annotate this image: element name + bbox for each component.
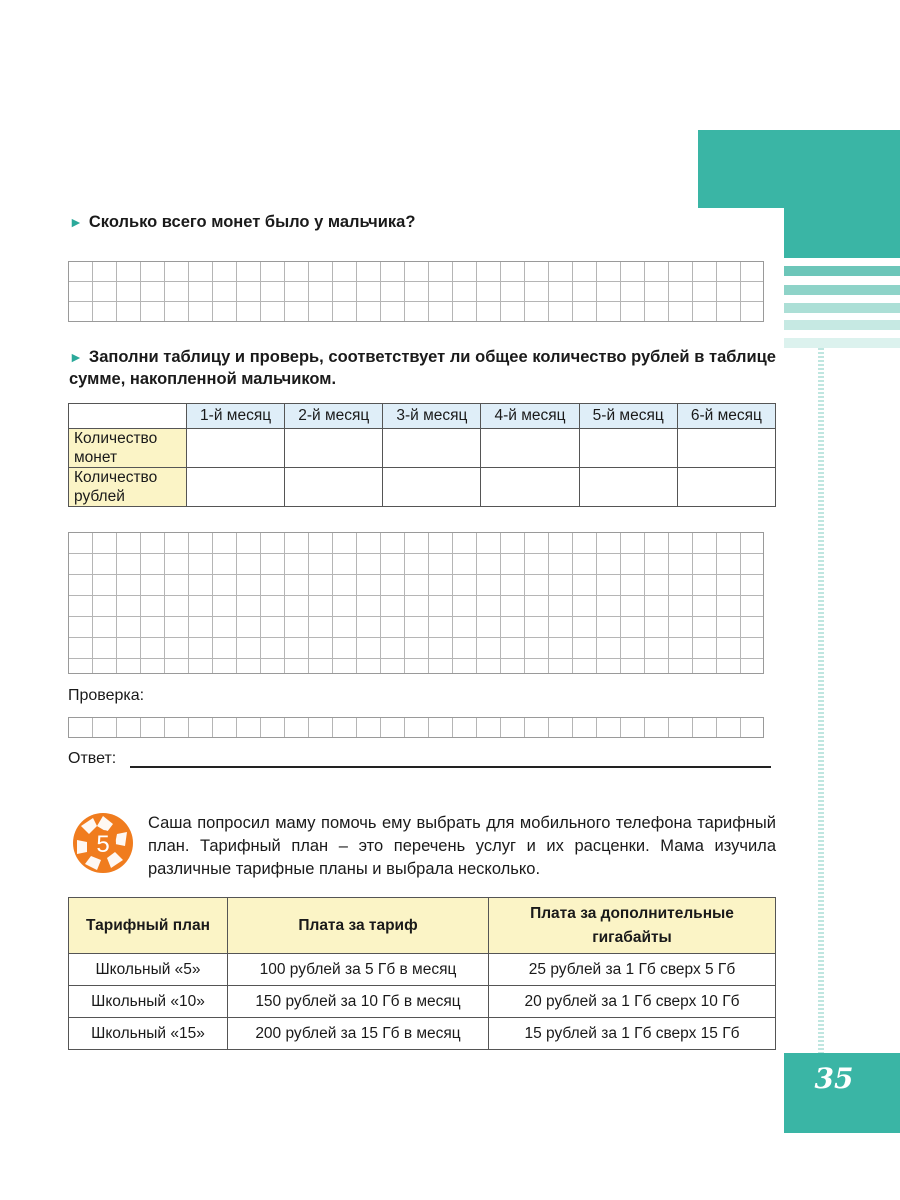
- tariff-extra: 20 рублей за 1 Гб сверх 10 Гб: [489, 986, 776, 1018]
- task2-instruction: ► Заполни таблицу и проверь, соответствует ли общее количество рублей в таблице сумме, накопленной мальчиком.: [69, 348, 776, 388]
- coins-row: [69, 429, 776, 468]
- rubles-row: [69, 468, 776, 507]
- table-corner-cell: [69, 404, 187, 429]
- month-header: 3-й месяц: [383, 404, 481, 429]
- page-number: 35: [814, 1062, 854, 1095]
- answer-grid-2[interactable]: [68, 532, 764, 674]
- bullet-arrow-icon: ►: [69, 349, 83, 365]
- tariff-plan-name: Школьный «15»: [69, 1018, 228, 1050]
- tariff-table: [68, 897, 776, 1050]
- check-grid[interactable]: [68, 717, 764, 738]
- margin-dotted-line: [818, 348, 824, 1053]
- table-cell[interactable]: [677, 429, 775, 468]
- tariff-header-extra: Плата за дополнительные гигабайты: [489, 898, 776, 954]
- table-cell[interactable]: [187, 468, 285, 507]
- margin-stripe: [784, 266, 900, 276]
- tariff-header-price: Плата за тариф: [228, 898, 489, 954]
- table-row: [69, 986, 776, 1018]
- bullet-arrow-icon: ►: [69, 214, 83, 230]
- corner-decoration-strip: [784, 208, 900, 258]
- month-header: 2-й месяц: [285, 404, 383, 429]
- margin-stripe: [784, 285, 900, 295]
- tariff-header-plan: Тарифный план: [69, 898, 228, 954]
- table-cell[interactable]: [677, 468, 775, 507]
- table-cell[interactable]: [481, 468, 579, 507]
- row-label-rubles: Количество рублей: [69, 468, 187, 507]
- month-header: 1-й месяц: [187, 404, 285, 429]
- task-number: 5: [96, 831, 110, 858]
- table-cell[interactable]: [383, 429, 481, 468]
- month-header: 5-й месяц: [579, 404, 677, 429]
- task-number-badge-icon: [67, 812, 139, 874]
- answer-label: Ответ:: [68, 750, 117, 767]
- tariff-price: 100 рублей за 5 Гб в месяц: [228, 954, 489, 986]
- table-cell[interactable]: [187, 429, 285, 468]
- table-cell[interactable]: [579, 468, 677, 507]
- tariff-price: 150 рублей за 10 Гб в месяц: [228, 986, 489, 1018]
- months-table: [68, 403, 776, 507]
- tariff-table-header: [69, 898, 776, 954]
- answer-line[interactable]: [130, 766, 771, 768]
- table-row: [69, 954, 776, 986]
- tariff-plan-name: Школьный «5»: [69, 954, 228, 986]
- margin-stripe: [784, 303, 900, 313]
- table-cell[interactable]: [481, 429, 579, 468]
- months-table-header: [69, 404, 776, 429]
- table-row: [69, 1018, 776, 1050]
- month-header: 4-й месяц: [481, 404, 579, 429]
- check-label: Проверка:: [68, 687, 145, 704]
- margin-stripe: [784, 320, 900, 330]
- month-header: 6-й месяц: [677, 404, 775, 429]
- margin-stripe: [784, 338, 900, 348]
- tariff-extra: 25 рублей за 1 Гб сверх 5 Гб: [489, 954, 776, 986]
- corner-decoration: [698, 130, 900, 208]
- answer-grid-1[interactable]: [68, 261, 764, 322]
- tariff-price: 200 рублей за 15 Гб в месяц: [228, 1018, 489, 1050]
- table-cell[interactable]: [383, 468, 481, 507]
- task5-text: Саша попросил маму помочь ему выбрать для мобильного телефона тарифный план. Тарифный план – это перечень услуг и их расценки. Мама изучила различные тарифные планы и выбрала несколько.: [148, 814, 776, 878]
- tariff-plan-name: Школьный «10»: [69, 986, 228, 1018]
- table-cell[interactable]: [579, 429, 677, 468]
- tariff-extra: 15 рублей за 1 Гб сверх 15 Гб: [489, 1018, 776, 1050]
- row-label-coins: Количество монет: [69, 429, 187, 468]
- task1-question: ► Сколько всего монет было у мальчика?: [69, 213, 416, 231]
- table-cell[interactable]: [285, 468, 383, 507]
- table-cell[interactable]: [285, 429, 383, 468]
